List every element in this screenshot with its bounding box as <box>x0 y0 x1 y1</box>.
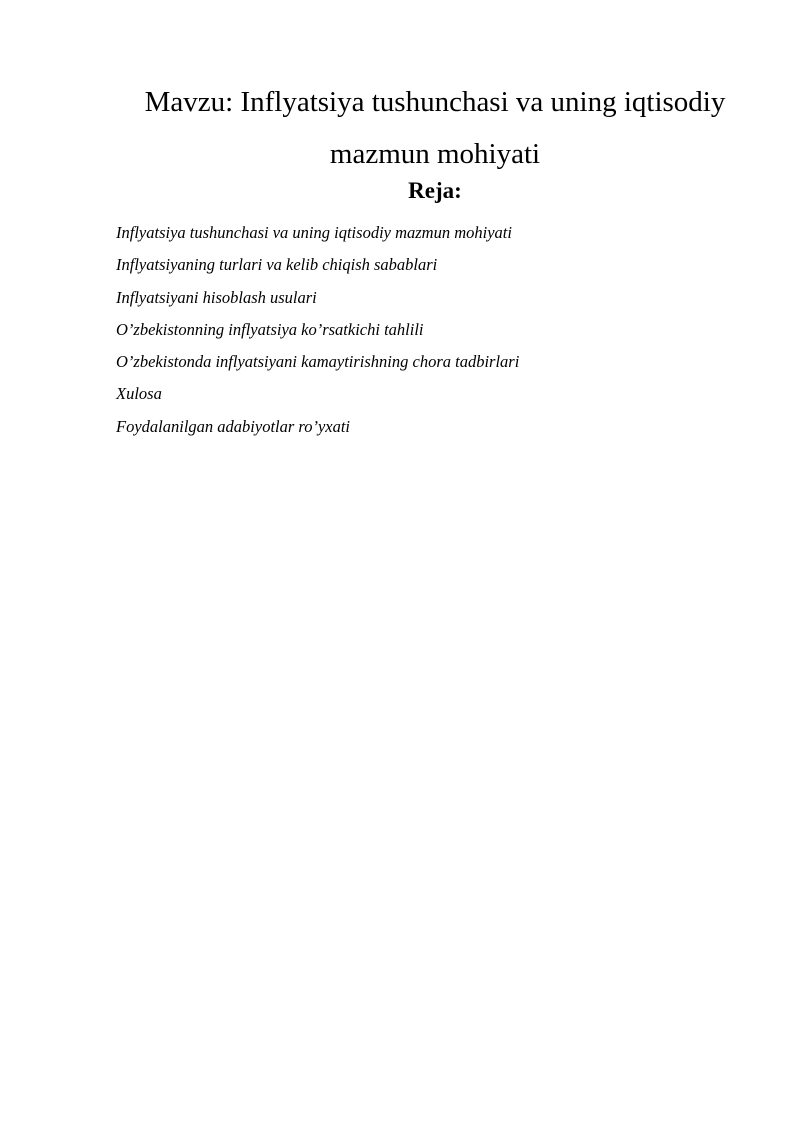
plan-item: O’zbekistonda inflyatsiyani kamaytirishning chora tadbirlari <box>116 352 520 372</box>
document-title <box>100 76 770 180</box>
title-line-1: Mavzu: Inflyatsiya tushunchasi va uning iqtisodiy <box>144 86 726 118</box>
plan-list <box>116 217 519 443</box>
plan-item: Foydalanilgan adabiyotlar ro’yxati <box>116 416 351 436</box>
plan-item: Inflyatsiya tushunchasi va uning iqtisodiy mazmun mohiyati <box>116 223 512 242</box>
title-line-2: mazmun mohiyati <box>329 138 541 170</box>
plan-item: Inflyatsiyani hisoblash usulari <box>116 287 317 307</box>
plan-item: Xulosa <box>116 384 162 404</box>
plan-item: O’zbekistonning inflyatsiya ko’rsatkichi tahlili <box>116 319 424 339</box>
plan-item: Inflyatsiyaning turlari va kelib chiqish sabablari <box>116 255 438 275</box>
plan-heading: Reja: <box>408 178 462 203</box>
